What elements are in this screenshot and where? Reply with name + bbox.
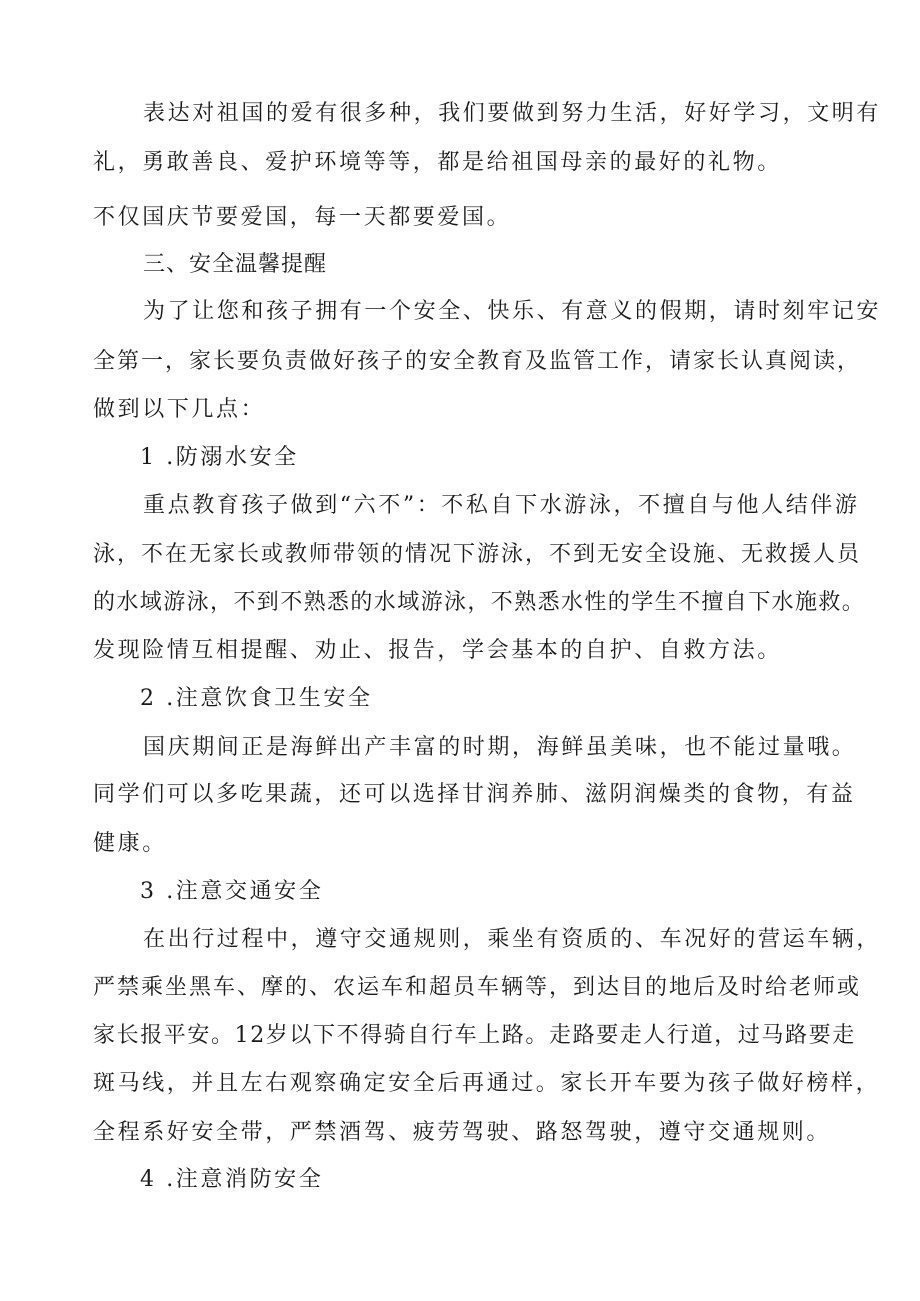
paragraph-patriotism-line-2: 礼，勇敢善良、爱护环境等等，都是给祖国母亲的最好的礼物。 <box>93 150 782 175</box>
paragraph-patriotism-line-1: 表达对祖国的爱有很多种，我们要做到努力生活，好好学习，文明有 <box>143 101 882 126</box>
paragraph-drowning-line-3: 的水域游泳，不到不熟悉的水域游泳，不熟悉水性的学生不擅自下水施救。 <box>93 590 866 615</box>
paragraph-intro-line-1: 为了让您和孩子拥有一个安全、快乐、有意义的假期，请时刻牢记安 <box>143 299 882 324</box>
paragraph-drowning-line-1: 重点教育孩子做到“六不”：不私自下水游泳，不擅自与他人结伴游 <box>143 493 860 518</box>
paragraph-traffic-line-3: 家长报平安。12岁以下不得骑自行车上路。走路要走人行道，过马路要走 <box>93 1023 856 1048</box>
subheading-fire-safety: 4 .注意消防安全 <box>140 1167 324 1192</box>
subheading-food-hygiene: 2 .注意饮食卫生安全 <box>140 686 373 711</box>
subheading-drowning-prevention: 1 .防溺水安全 <box>140 445 299 470</box>
paragraph-traffic-line-5: 全程系好安全带，严禁酒驾、疲劳驾驶、路怒驾驶，遵守交通规则。 <box>93 1120 832 1145</box>
paragraph-drowning-line-4: 发现险情互相提醒、劝止、报告，学会基本的自护、自救方法。 <box>93 638 782 663</box>
subheading-traffic-safety: 3 .注意交通安全 <box>140 879 324 904</box>
paragraph-drowning-line-2: 泳，不在无家长或教师带领的情况下游泳，不到无安全设施、无救援人员 <box>93 542 862 567</box>
paragraph-traffic-line-1: 在出行过程中，遵守交通规则，乘坐有资质的、车况好的营运车辆， <box>143 927 882 952</box>
paragraph-food-line-3: 健康。 <box>93 831 167 856</box>
section-heading-safety-reminder: 三、安全温馨提醒 <box>143 252 328 277</box>
paragraph-every-day-line: 不仅国庆节要爱国，每一天都要爱国。 <box>93 205 512 230</box>
paragraph-traffic-line-2: 严禁乘坐黑车、摩的、农运车和超员车辆等，到达目的地后及时给老师或 <box>93 975 862 1000</box>
paragraph-food-line-2: 同学们可以多吃果蔬，还可以选择甘润养肺、滋阴润燥类的食物，有益 <box>93 782 856 807</box>
paragraph-food-line-1: 国庆期间正是海鲜出产丰富的时期，海鲜虽美味，也不能过量哦。 <box>143 735 857 760</box>
paragraph-intro-line-2: 全第一，家长要负责做好孩子的安全教育及监管工作，请家长认真阅读， <box>93 349 862 374</box>
paragraph-intro-line-3: 做到以下几点： <box>93 397 266 422</box>
paragraph-traffic-line-4: 斑马线，并且左右观察确定安全后再通过。家长开车要为孩子做好榜样， <box>93 1071 881 1096</box>
